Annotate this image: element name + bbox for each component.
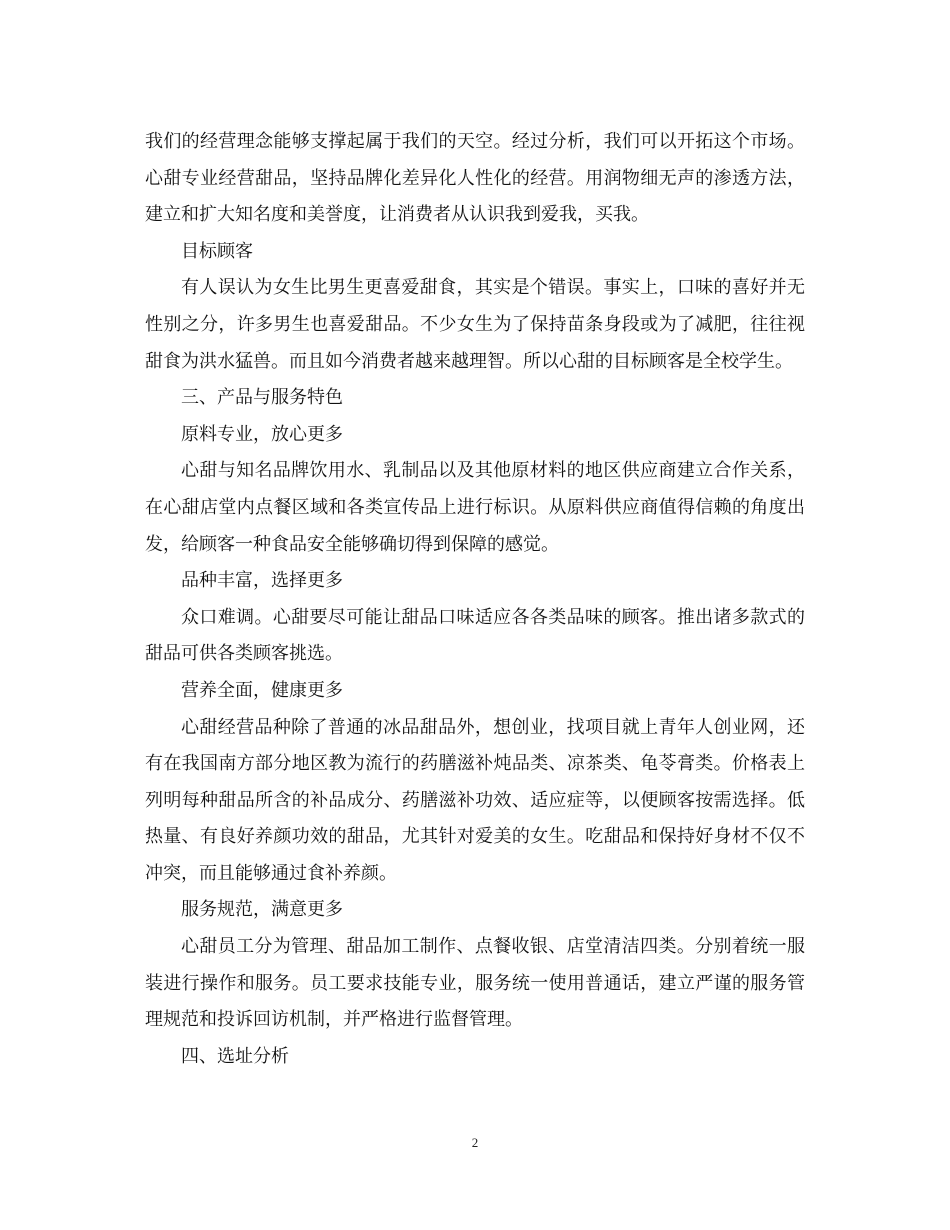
paragraph-variety: 众口难调。心甜要尽可能让甜品口味适应各各类品味的顾客。推出诸多款式的甜品可供各类顾客挑选。 [145,606,805,665]
paragraph-ingredients: 心甜与知名品牌饮用水、乳制品以及其他原材料的地区供应商建立合作关系，在心甜店堂内点餐区域和各类宣传品上进行标识。从原料供应商值得信赖的角度出发，给顾客一种食品安全能够确切得到保障的感觉。 [145,460,805,555]
document-body [145,124,805,1075]
subheading-nutrition: 营养全面，健康更多 [181,679,343,701]
section-heading-location: 四、选址分析 [181,1045,289,1067]
paragraph-service: 心甜员工分为管理、甜品加工制作、点餐收银、店堂清洁四类。分别着统一服装进行操作和服务。员工要求技能专业，服务统一使用普通话，建立严谨的服务管理规范和投诉回访机制，并严格进行监督管理。 [145,936,805,1031]
paragraph-continuation: 我们的经营理念能够支撑起属于我们的天空。经过分析，我们可以开拓这个市场。心甜专业经营甜品，坚持品牌化差异化人性化的经营。用润物细无声的渗透方法，建立和扩大知名度和美誉度，让消费者从认识我到爱我，买我。 [145,131,805,226]
subheading-service: 服务规范，满意更多 [181,899,343,921]
paragraph-nutrition: 心甜经营品种除了普通的冰品甜品外，想创业，找项目就上青年人创业网，还有在我国南方部分地区教为流行的药膳滋补炖品类、凉茶类、龟苓膏类。价格表上列明每种甜品所含的补品成分、药膳滋补功效、适应症等，以便顾客按需选择。低热量、有良好养颜功效的甜品，尤其针对爱美的女生。吃甜品和保持好身材不仅不冲突，而且能够通过食补养颜。 [145,716,805,884]
subheading-variety: 品种丰富，选择更多 [181,570,343,592]
page-number: 2 [471,1135,479,1150]
heading-target-customers: 目标顾客 [181,240,253,262]
subheading-ingredients: 原料专业，放心更多 [181,423,343,445]
section-heading-products-services: 三、产品与服务特色 [181,387,343,409]
paragraph-target-customers: 有人误认为女生比男生更喜爱甜食，其实是个错误。事实上，口味的喜好并无性别之分，许多男生也喜爱甜品。不少女生为了保持苗条身段或为了减肥，往往视甜食为洪水猛兽。而且如今消费者越来越理智。所以心甜的目标顾客是全校学生。 [145,277,805,372]
